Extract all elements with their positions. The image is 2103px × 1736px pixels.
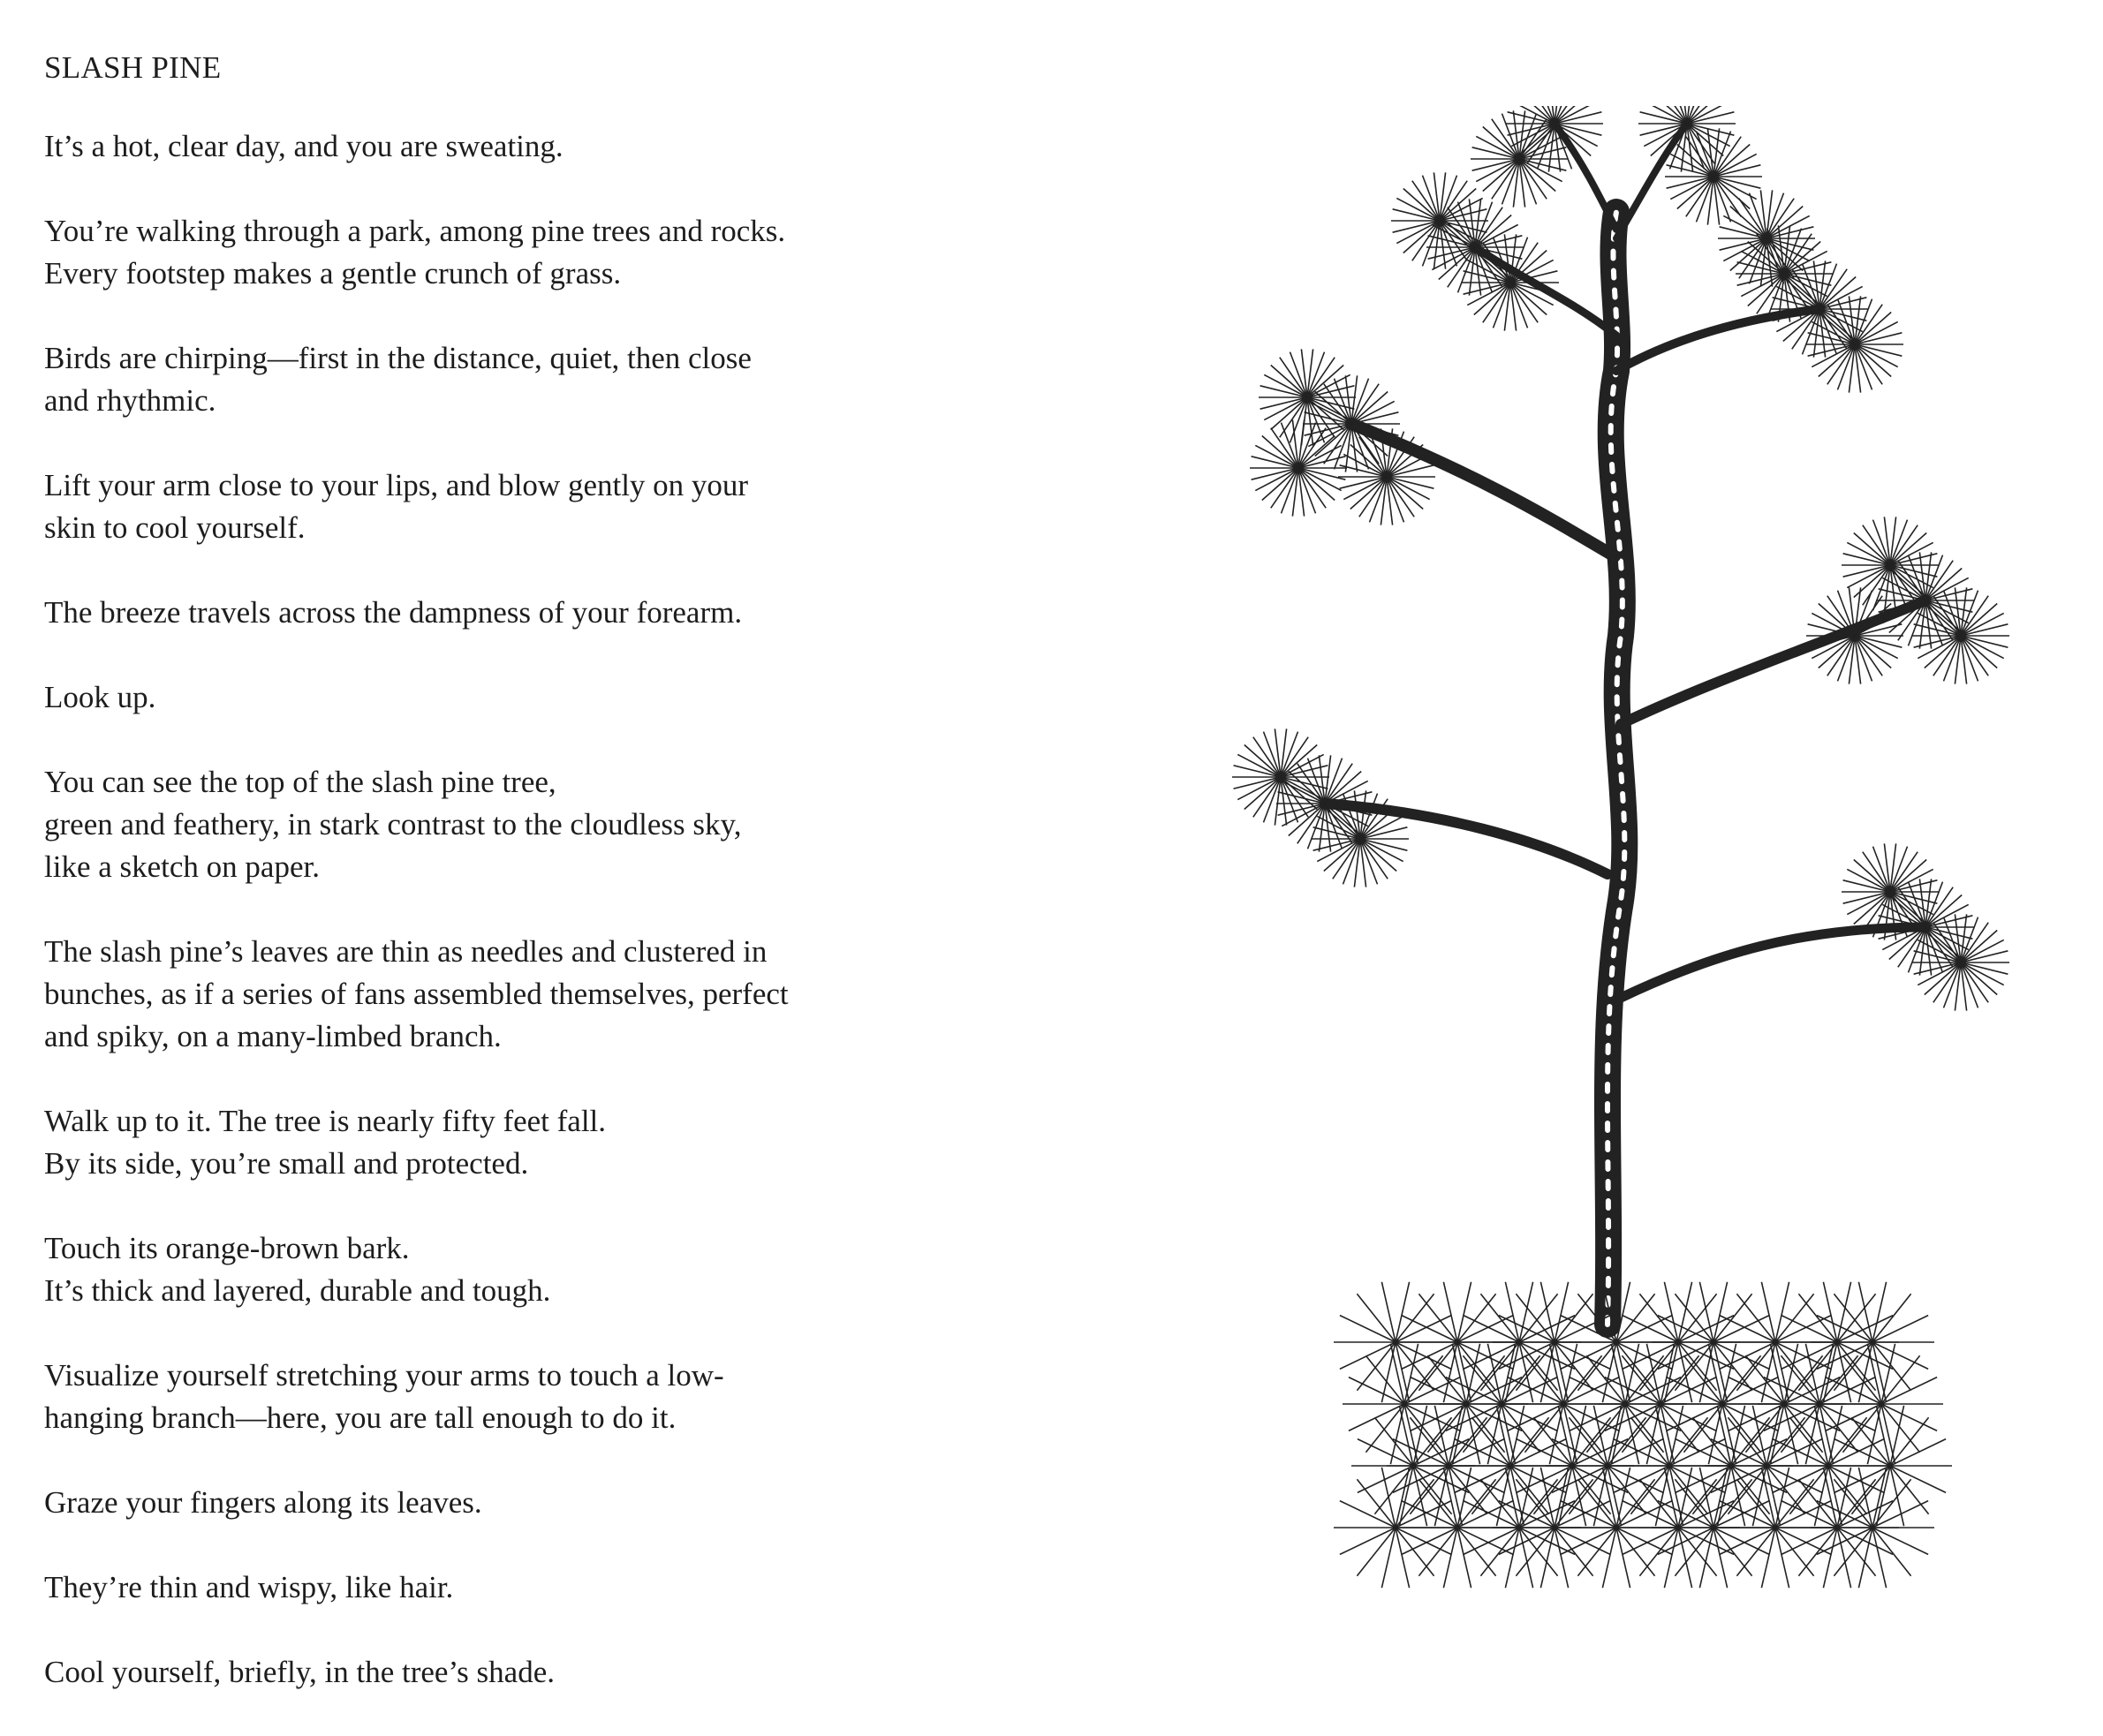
stanza [44,761,927,888]
poem-line: and rhythmic. [44,383,216,418]
poem-line: The slash pine’s leaves are thin as needles and clustered in [44,934,768,969]
trunk [1608,212,1624,1325]
stanza [44,1651,927,1694]
stanza [44,1355,927,1439]
stanza [44,931,927,1058]
poem-line: hanging branch—here, you are tall enough to do it. [44,1400,677,1435]
poem-line: Walk up to it. The tree is nearly fifty feet fall. [44,1104,607,1138]
poem-line: bunches, as if a series of fans assembled themselves, perfect [44,977,789,1011]
poem-line: Cool yourself, briefly, in the tree’s shade. [44,1655,555,1689]
poem-line: You can see the top of the slash pine tree, [44,765,556,799]
poem-line: and spiky, on a many-limbed branch. [44,1019,502,1053]
poem-line: Every footstep makes a gentle crunch of grass. [44,256,622,291]
poem-line: The breeze travels across the dampness of your forearm. [44,595,743,630]
poem [44,44,927,1736]
poem-line: skin to cool yourself. [44,510,306,545]
stanza [44,1227,927,1312]
stanza [44,676,927,719]
stanza [44,1482,927,1524]
poem-line: Graze your fingers along its leaves. [44,1485,482,1520]
branch [1621,600,1925,724]
poem-line: Birds are chirping—first in the distance, quiet, then close [44,341,752,375]
stanza [44,464,927,549]
poem-title: SLASH PINE [44,50,222,85]
poem-line: You’re walking through a park, among pine trees and rocks. [44,214,786,248]
poem-line: It’s thick and layered, durable and tough. [44,1273,551,1308]
stanza [44,125,927,168]
stanza [44,1566,927,1609]
stanza [44,210,927,295]
poem-line: Look up. [44,680,156,714]
poem-line: They’re thin and wispy, like hair. [44,1570,454,1604]
branch [1616,124,1687,238]
stanza [44,592,927,634]
pine-tree-illustration [1219,106,2049,1695]
poem-line: Visualize yourself stretching your arms to touch a low- [44,1358,724,1393]
poem-line: It’s a hot, clear day, and you are sweating. [44,129,564,163]
stanza [44,1100,927,1185]
poem-line: Lift your arm close to your lips, and blow gently on your [44,468,749,502]
poem-line: Touch its orange-brown bark. [44,1231,410,1265]
poem-line: By its side, you’re small and protected. [44,1146,529,1181]
stanza [44,337,927,422]
poem-line: like a sketch on paper. [44,849,320,884]
poem-line: green and feathery, in stark contrast to the cloudless sky, [44,807,742,842]
